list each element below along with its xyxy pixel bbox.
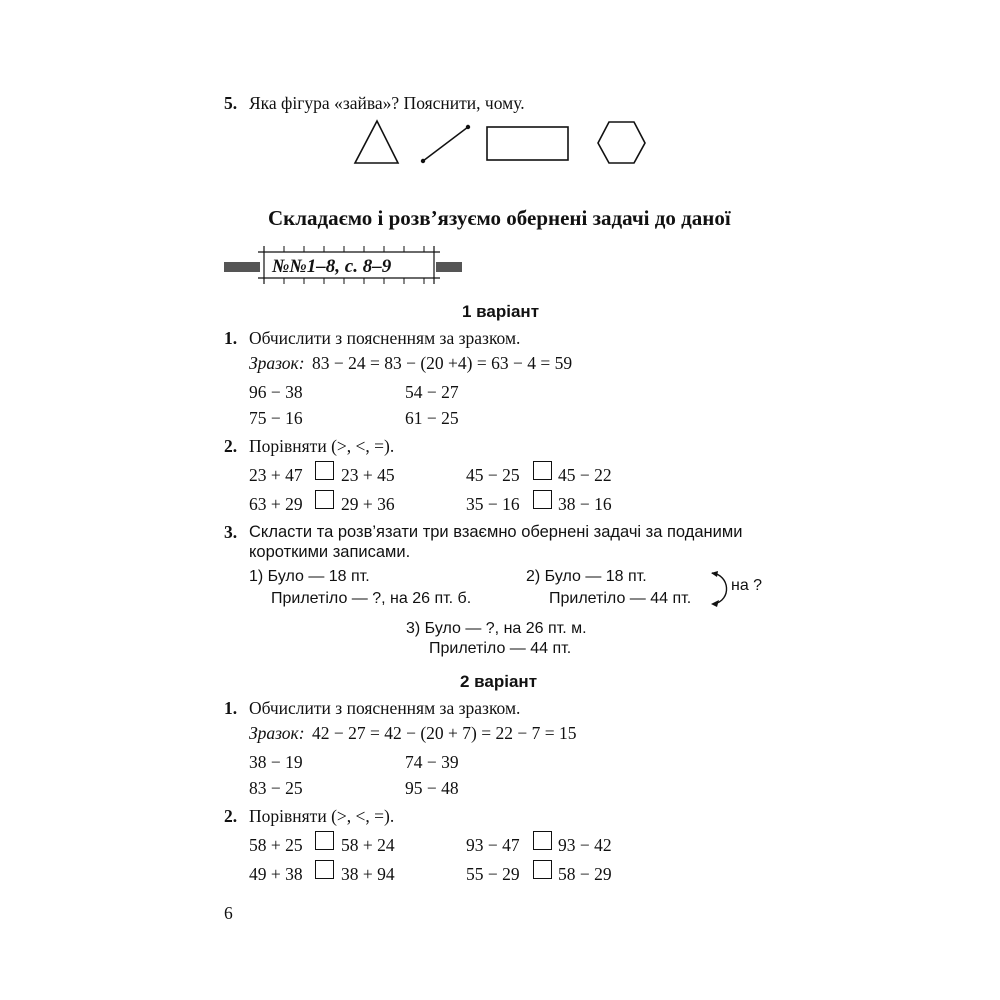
- v1-task3-number: 3.: [224, 522, 238, 542]
- line-segment-icon: [421, 125, 470, 163]
- v1-task3-text-line2: короткими записами.: [249, 543, 411, 561]
- comparison-right: 23 + 45: [341, 465, 395, 485]
- v1-sample-expr: 83 − 24 = 83 − (20 +4) = 63 − 4 = 59: [312, 353, 573, 373]
- v1-expr: 61 − 25: [405, 408, 459, 428]
- v1-task1-text: Обчислити з поясненням за зразком.: [249, 328, 521, 348]
- problem1-line1: 1) Було — 18 пт.: [249, 568, 370, 585]
- problem3-line2: Прилетіло — 44 пт.: [429, 640, 572, 657]
- problem3-line1: 3) Було — ?, на 26 пт. м.: [406, 620, 587, 637]
- v1-task2-text: Порівняти (>, <, =).: [249, 436, 395, 456]
- comparison-box[interactable]: [315, 461, 334, 480]
- v2-expr: 38 − 19: [249, 752, 303, 772]
- comparison-left: 35 − 16: [466, 494, 520, 514]
- v2-expr: 95 − 48: [405, 778, 459, 798]
- comparison-right: 38 − 16: [558, 494, 612, 514]
- comparison-right: 58 − 29: [558, 864, 612, 884]
- comparison-left: 58 + 25: [249, 835, 303, 855]
- task5-number: 5.: [224, 93, 238, 113]
- v2-sample-expr: 42 − 27 = 42 − (20 + 7) = 22 − 7 = 15: [312, 723, 577, 743]
- section-title: Складаємо і розв’язуємо обернені задачі до даної: [268, 206, 731, 230]
- comparison-left: 45 − 25: [466, 465, 520, 485]
- variant2-title: 2 варіант: [460, 672, 538, 691]
- v1-task1-number: 1.: [224, 328, 238, 348]
- comparison-box[interactable]: [315, 490, 334, 509]
- comparison-right: 93 − 42: [558, 835, 612, 855]
- v2-task2-number: 2.: [224, 806, 238, 826]
- v2-task1-number: 1.: [224, 698, 238, 718]
- triangle-icon: [355, 121, 398, 163]
- comparison-left: 49 + 38: [249, 864, 303, 884]
- comparison-left: 93 − 47: [466, 835, 520, 855]
- v1-sample-label: Зразок:: [249, 353, 305, 373]
- v2-expr: 74 − 39: [405, 752, 459, 772]
- reference-label: №№1–8, с. 8–9: [272, 256, 392, 277]
- figures-row: [340, 115, 660, 170]
- comparison-box[interactable]: [315, 860, 334, 879]
- comparison-right: 38 + 94: [341, 864, 395, 884]
- v2-task1-text: Обчислити з поясненням за зразком.: [249, 698, 521, 718]
- hexagon-icon: [598, 122, 645, 163]
- v1-expr: 96 − 38: [249, 382, 303, 402]
- task5-text: Яка фігура «зайва»? Пояснити, чому.: [249, 93, 525, 113]
- v2-task2-text: Порівняти (>, <, =).: [249, 806, 395, 826]
- v2-expr: 83 − 25: [249, 778, 303, 798]
- ruler-bar-left: [224, 262, 260, 272]
- comparison-right: 58 + 24: [341, 835, 395, 855]
- comparison-box[interactable]: [533, 831, 552, 850]
- page-number: 6: [224, 903, 233, 923]
- comparison-left: 23 + 47: [249, 465, 303, 485]
- comparison-right: 29 + 36: [341, 494, 395, 514]
- comparison-right: 45 − 22: [558, 465, 612, 485]
- problem2-line2: Прилетіло — 44 пт.: [549, 590, 692, 607]
- comparison-box[interactable]: [533, 860, 552, 879]
- v1-task2-number: 2.: [224, 436, 238, 456]
- rectangle-icon: [487, 127, 568, 160]
- v1-expr: 54 − 27: [405, 382, 459, 402]
- v1-expr: 75 − 16: [249, 408, 303, 428]
- variant1-title: 1 варіант: [462, 302, 540, 321]
- v1-task3-text-line1: Скласти та розв’язати три взаємно обернені задачі за поданими: [249, 523, 743, 541]
- comparison-box[interactable]: [533, 461, 552, 480]
- comparison-box[interactable]: [315, 831, 334, 850]
- comparison-left: 55 − 29: [466, 864, 520, 884]
- problem2-brace-label: на ?: [731, 577, 763, 594]
- comparison-left: 63 + 29: [249, 494, 303, 514]
- problem1-line2: Прилетіло — ?, на 26 пт. б.: [271, 590, 472, 607]
- comparison-box[interactable]: [533, 490, 552, 509]
- problem2-line1: 2) Було — 18 пт.: [526, 568, 647, 585]
- v2-sample-label: Зразок:: [249, 723, 305, 743]
